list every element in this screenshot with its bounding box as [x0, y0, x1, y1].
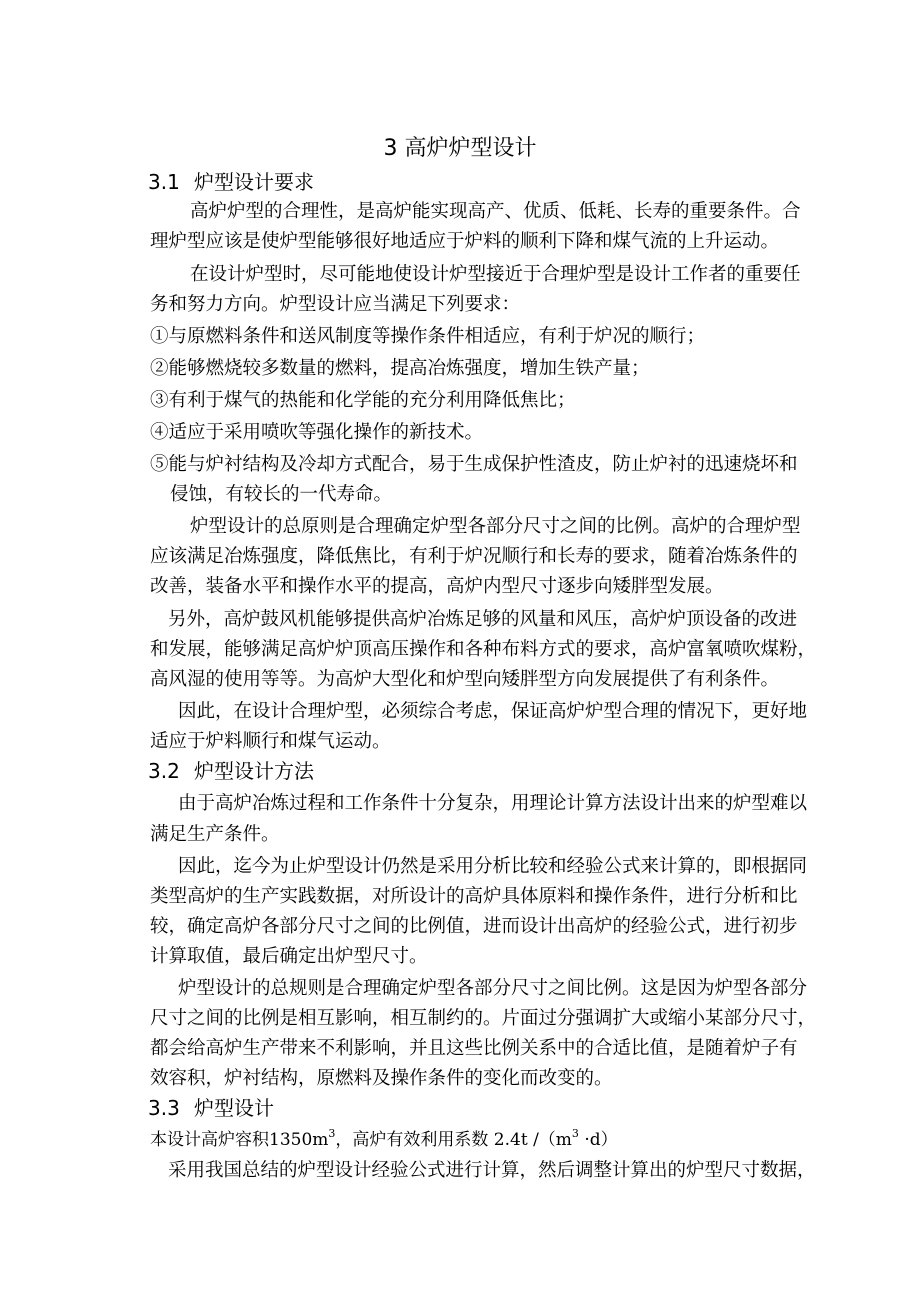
paragraph-line: 尺寸之间的比例是相互影响，相互制约的。片面过分强调扩大或缩小某部分尺寸，: [150, 1008, 817, 1029]
paragraph-line: 炉型设计的总规则是合理确定炉型各部分尺寸之间比例。这是因为炉型各部分: [178, 978, 808, 999]
volume-text: 本设计高炉容积1350m: [150, 1130, 329, 1150]
list-item: ③有利于煤气的热能和化学能的充分利用降低焦比；: [150, 390, 576, 411]
paragraph-line: 和发展，能够满足高炉炉顶高压操作和各种布料方式的要求，高炉富氧喷吹煤粉，: [150, 639, 817, 660]
paragraph-line: 改善，装备水平和操作水平的提高，高炉内型尺寸逐步向矮胖型发展。: [150, 576, 724, 597]
section-number: 3.3: [148, 1096, 180, 1120]
paragraph-line: 高炉炉型的合理性，是高炉能实现高产、优质、低耗、长寿的重要条件。合: [190, 201, 801, 222]
paragraph-line: [150, 1128, 618, 1154]
coefficient-text: ，高炉有效利用系数 2.4t /（m: [335, 1130, 572, 1150]
paragraph-line: 适应于炉料顺行和煤气运动。: [150, 731, 391, 752]
paragraph-line: 应该满足冶炼强度，降低焦比，有利于炉况顺行和长寿的要求，随着冶炼条件的: [150, 546, 798, 567]
paragraph-line: 另外，高炉鼓风机能够提供高炉冶炼足够的风量和风压，高炉炉顶设备的改进: [168, 609, 798, 630]
paragraph-line: 效容积，炉衬结构，原燃料及操作条件的变化而改变的。: [150, 1068, 613, 1089]
superscript: 3: [571, 1127, 579, 1140]
paragraph-line: 理炉型应该是使炉型能够很好地适应于炉料的顺利下降和煤气流的上升运动。: [150, 231, 780, 252]
superscript: 3: [328, 1127, 336, 1140]
paragraph-line: 由于高炉冶炼过程和工作条件十分复杂，用理论计算方法设计出来的炉型难以: [178, 793, 808, 814]
list-item-continuation: 侵蚀，有较长的一代寿命。: [170, 484, 393, 505]
paragraph-line: 炉型设计的总原则是合理确定炉型各部分尺寸之间的比例。高炉的合理炉型: [190, 516, 801, 537]
paragraph-line: 都会给高炉生产带来不利影响，并且这些比例关系中的合适比值，是随着炉子有: [150, 1038, 798, 1059]
section-heading-3-2: [148, 757, 314, 785]
paragraph-line: 因此，迄今为止炉型设计仍然是采用分析比较和经验公式来计算的，即根据同: [178, 856, 808, 877]
paragraph-line: 因此，在设计合理炉型，必须综合考虑，保证高炉炉型合理的情况下，更好地: [178, 701, 808, 722]
paragraph-line: 较，确定高炉各部分尺寸之间的比例值，进而设计出高炉的经验公式，进行初步: [150, 916, 798, 937]
section-heading-3-1: [148, 168, 314, 196]
paragraph-line: 务和努力方向。炉型设计应当满足下列要求：: [150, 294, 521, 315]
section-number: 3.2: [148, 759, 180, 783]
paragraph-line: 采用我国总结的炉型设计经验公式进行计算，然后调整计算出的炉型尺寸数据，: [168, 1160, 816, 1181]
paragraph-line: 满足生产条件。: [150, 824, 280, 845]
list-item: ②能够燃烧较多数量的燃料，提高冶炼强度，增加生铁产量；: [150, 358, 650, 379]
paragraph-line: 高风湿的使用等等。为高炉大型化和炉型向矮胖型方向发展提供了有利条件。: [150, 669, 780, 690]
list-item: ⑤能与炉衬结构及冷却方式配合，易于生成保护性渣皮，防止炉衬的迅速烧坏和: [150, 454, 798, 475]
list-item: ①与原燃料条件和送风制度等操作条件相适应，有利于炉况的顺行；: [150, 326, 706, 347]
unit-text: ·d）: [578, 1130, 618, 1150]
paragraph-line: 计算取值，最后确定出炉型尺寸。: [150, 946, 428, 967]
paragraph-line: 类型高炉的生产实践数据，对所设计的高炉具体原料和操作条件，进行分析和比: [150, 886, 798, 907]
list-item: ④适应于采用喷吹等强化操作的新技术。: [150, 422, 484, 443]
section-title: 炉型设计方法: [194, 759, 314, 783]
section-title: 炉型设计要求: [194, 170, 314, 194]
section-heading-3-3: [148, 1094, 274, 1122]
paragraph-line: 在设计炉型时，尽可能地使设计炉型接近于合理炉型是设计工作者的重要任: [190, 264, 801, 285]
section-title: 炉型设计: [194, 1096, 274, 1120]
chapter-title: 3 高炉炉型设计: [383, 136, 537, 161]
section-number: 3.1: [148, 170, 180, 194]
